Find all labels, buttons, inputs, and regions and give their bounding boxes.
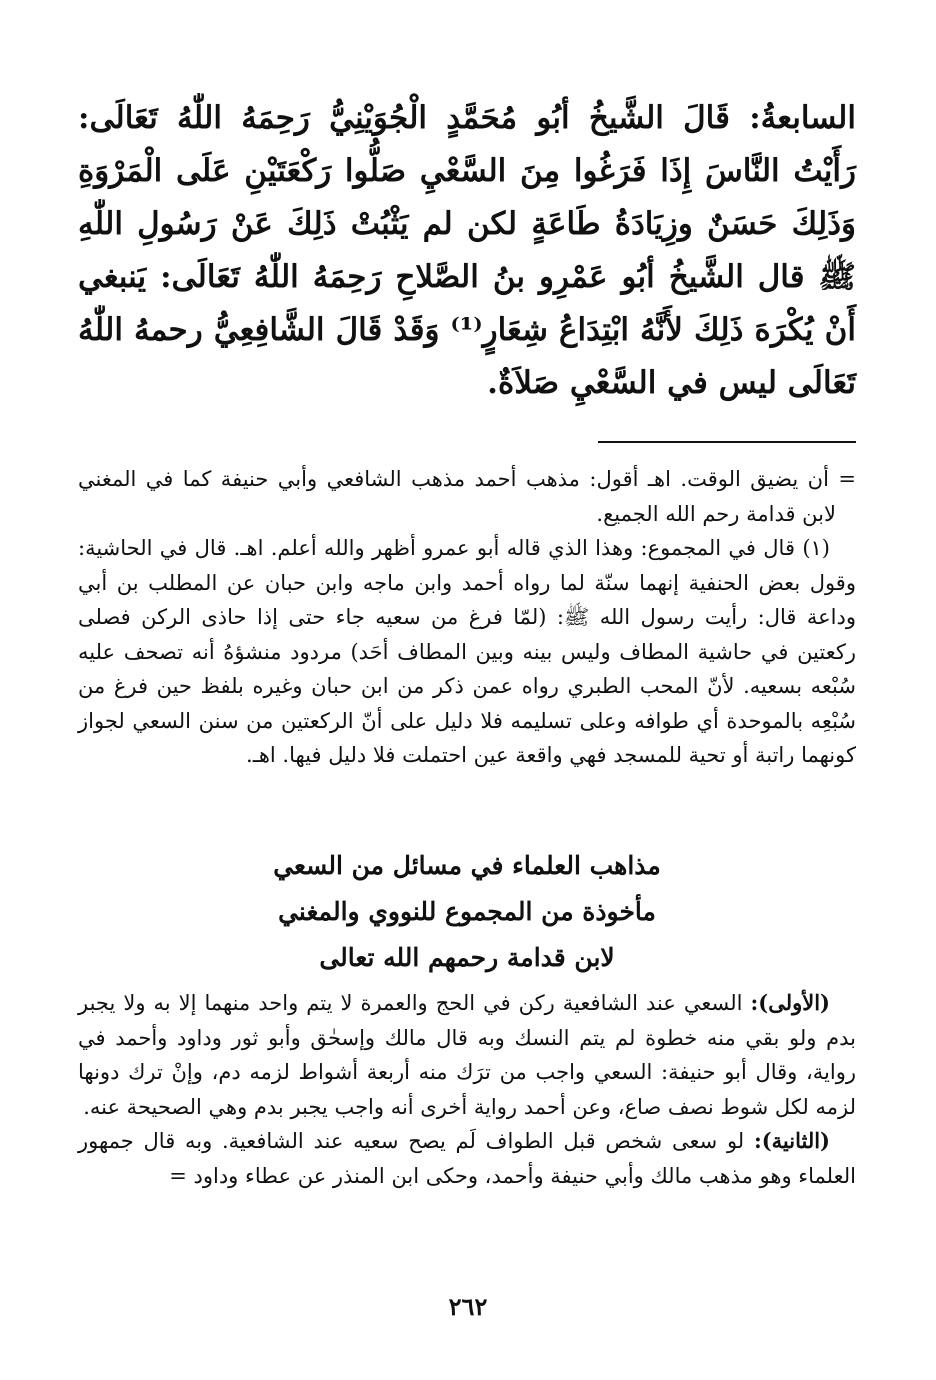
heading-line-1: مذاهب العلماء في مسائل من السعي [273, 851, 661, 880]
main-paragraph [78, 92, 856, 410]
heading-line-3: لابن قدامة رحمهم الله تعالى [319, 943, 615, 972]
footnote-1: (١) قال في المجموع: وهذا الذي قاله أبو عمرو أظهر والله أعلم. اهـ. قال في الحاشية: وقول بعض الحنفية إنهما سنّة لما رواه أحمد وابن ماجه وابن حبان عن المطلب بن أبي وداعة قال: رأيت رسول الله ﷺ: (لمّا فرغ من سعيه جاء حتى إذا حاذى الركن فصلى ركعتين في حاشية المطاف وليس بينه وبين المطاف أحَد) مردود منشؤهُ أنه تصحف عليه سُبْعه بسعيه. لأنّ المحب الطبري رواه عمن ذكر من ابن حبان وغيره بلفظ حين فرغ من سُبْعِه بالموحدة أي طوافه وعلى تسليمه فلا دليل على أنّ الركعتين من سنن السعي لجواز كونهما راتبة أو تحية للمسجد فهي واقعة عين احتملت فلا دليل فيها. اهـ. [78, 536, 856, 767]
page-number: ٢٦٢ [448, 1292, 488, 1321]
paragraph-text: قَالَ الشَّيخُ أبُو مُحَمَّدٍ الْجُوَيْنِيُّ رَحِمَهُ اللّٰهُ تَعَالَى: رَأَيْتُ النَّاسَ إِذَا فَرَغُوا مِنَ السَّعْيِ صَلُّوا رَكْعَتَيْنِ عَلَى الْمَرْوَةِ وَذَلِكَ حَسَنٌ وزِيَادَةُ طَاعَةٍ لكن لم يَثْبُتْ ذَلِكَ عَنْ رَسُولِ اللّٰهِ ﷺ قال الشَّيخُ أبُو عَمْرِو بنُ الصَّلاحِ رَحِمَهُ اللّٰهُ تَعَالَى: يَنبغي أَنْ يُكْرَهَ ذَلِكَ لأَنَّهُ ابْتِدَاعُ شِعَارٍ⁽¹⁾ وَقَدْ قَالَ الشَّافِعِيُّ رحمهُ اللّٰهُ تَعَالَى ليس في السَّعْيِ صَلاَةٌ. [78, 100, 856, 401]
footnotes [78, 462, 856, 773]
footnote-continuation: = أن يضيق الوقت. اهـ أقول: مذهب أحمد مذهب الشافعي وأبي حنيفة كما في المغني لابن قدامة رحم الله الجميع. [78, 467, 856, 526]
paragraph-first [78, 986, 856, 1124]
paragraph-first-label: (الأولى): [750, 990, 830, 1015]
footnote-separator [598, 441, 856, 443]
heading-line-2: مأخوذة من المجموع للنووي والمغني [278, 897, 656, 926]
paragraph-second-text: لو سعى شخص قبل الطواف لَم يصح سعيه عند الشافعية. وبه قال جمهور العلماء وهو مذهب مالك وأبي حنيفة وأحمد، وحكى ابن المنذر عن عطاء وداود = [78, 1129, 856, 1188]
section-body [78, 986, 856, 1193]
paragraph-second-label: (الثانية): [753, 1128, 830, 1153]
section-heading [78, 843, 856, 981]
paragraph-second [78, 1124, 856, 1193]
paragraph-lead: السابعةُ: [749, 100, 856, 136]
paragraph-first-text: السعي عند الشافعية ركن في الحج والعمرة لا يتم واحد منهما إلا به ولا يجبر بدم ولو بقي منه خطوة لم يتم النسك وبه قال مالك وإسحٰق وأبو ثور وداود وأحمد في رواية، وقال أبو حنيفة: السعي واجب من ترَك منه أربعة أشواط لزمه دم، وإنْ ترك دونها لزمه لكل شوط نصف صاع، وعن أحمد رواية أخرى أنه واجب يجبر بدم وهي الصحيحة عنه. [78, 991, 856, 1119]
